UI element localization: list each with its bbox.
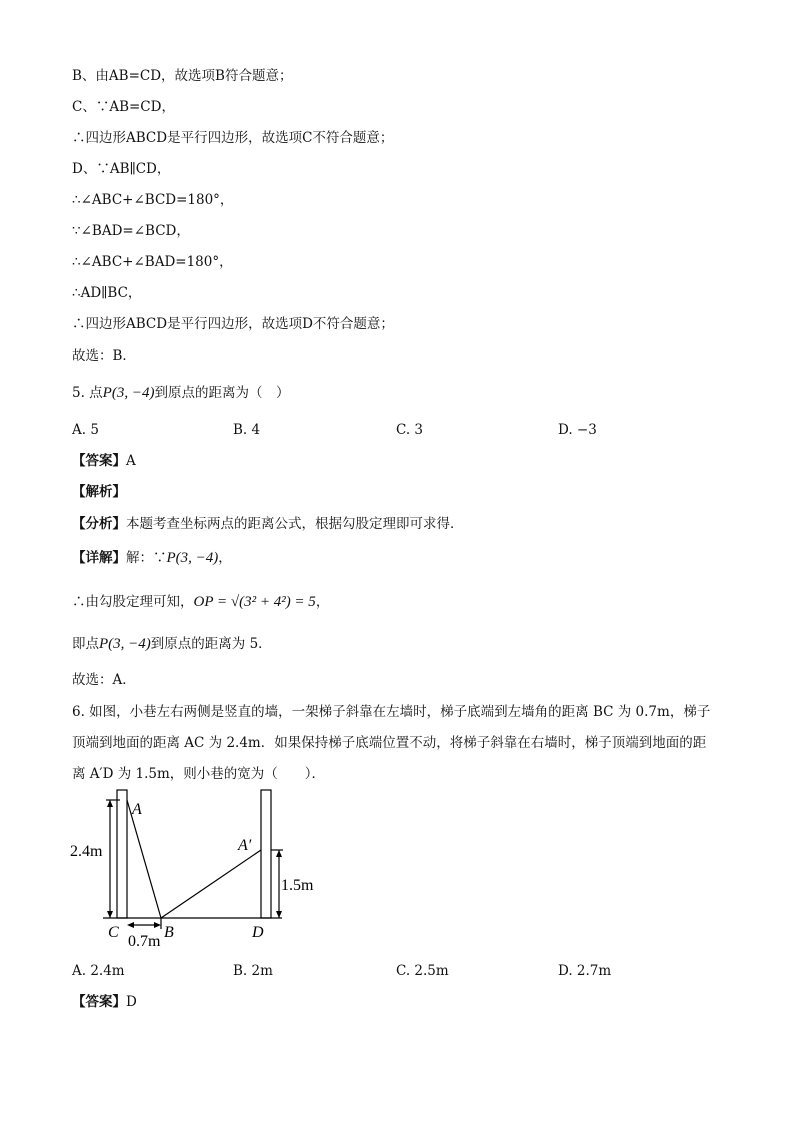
analysis-tag: 【解析】 bbox=[72, 484, 126, 500]
label-1-5m: 1.5m bbox=[281, 877, 314, 894]
question-6-answer bbox=[72, 992, 137, 1012]
question-5-option-d: D. −3 bbox=[558, 422, 597, 438]
ladder-figure bbox=[66, 786, 336, 950]
question-5-option-b: B. 4 bbox=[233, 422, 261, 438]
question-5-answer bbox=[72, 451, 136, 471]
label-2-4m: 2.4m bbox=[70, 843, 103, 860]
question-5-conclusion bbox=[72, 634, 272, 654]
solution-line-2: C、∵AB=CD， bbox=[72, 99, 175, 115]
pyth-formula: OP = √(3² + 4²) = 5 bbox=[193, 594, 316, 610]
xiangjie-point: P(3, −4) bbox=[166, 550, 219, 566]
solution-line-1: B、由AB=CD，故选项B符合题意； bbox=[72, 68, 293, 84]
ladder-right bbox=[161, 850, 261, 918]
question-5-fenxi bbox=[72, 514, 464, 534]
label-A-prime: A′ bbox=[238, 837, 252, 854]
question-5-point: P(3, −4) bbox=[102, 385, 155, 401]
right-wall bbox=[261, 790, 271, 918]
answer-value-6: D bbox=[126, 994, 137, 1010]
solution-line-3: ∴四边形ABCD是平行四边形，故选项C不符合题意； bbox=[72, 130, 394, 146]
question-5-option-a: A. 5 bbox=[72, 422, 99, 438]
solution-line-4: D、∵AB∥CD， bbox=[72, 161, 171, 177]
question-5-stem bbox=[72, 383, 289, 403]
question-5-prefix: 5. 点 bbox=[72, 385, 103, 401]
pyth-suffix: ， bbox=[315, 594, 330, 610]
fenxi-tag: 【分析】 bbox=[72, 516, 126, 532]
label-C: C bbox=[108, 924, 119, 941]
answer-value: A bbox=[126, 453, 136, 469]
solution-line-7: ∴∠ABC+∠BAD=180°， bbox=[72, 254, 233, 270]
question-5-suffix: 到原点的距离为（ ） bbox=[154, 385, 290, 401]
conclusion-prefix: 即点 bbox=[72, 636, 99, 652]
question-6-stem-2: 顶端到地面的距离 AC 为 2.4m．如果保持梯子底端位置不动，将梯子斜靠在右墙时，梯子顶端到地面的距 bbox=[72, 735, 707, 751]
label-D: D bbox=[252, 924, 264, 941]
label-B: B bbox=[164, 924, 174, 941]
question-5-xiangjie bbox=[72, 548, 232, 568]
pyth-prefix: ∴由勾股定理可知， bbox=[72, 594, 194, 610]
left-wall bbox=[117, 790, 127, 918]
question-6-stem-1: 6. 如图，小巷左右两侧是竖直的墙，一架梯子斜靠在左墙时，梯子底端到左墙角的距离 BC 为 0.7m，梯子 bbox=[72, 704, 711, 720]
question-6-option-b: B. 2m bbox=[233, 963, 273, 979]
question-6-option-c: C. 2.5m bbox=[396, 963, 449, 979]
answer-tag: 【答案】 bbox=[72, 453, 126, 469]
conclusion-suffix: 到原点的距离为 5． bbox=[150, 636, 272, 652]
question-6-option-a: A. 2.4m bbox=[72, 963, 125, 979]
solution-line-9: ∴四边形ABCD是平行四边形，故选项D不符合题意； bbox=[72, 316, 394, 332]
question-5-option-c: C. 3 bbox=[396, 422, 424, 438]
solution-line-10: 故选：B． bbox=[72, 348, 136, 364]
label-A: A bbox=[132, 801, 142, 818]
label-0-7m: 0.7m bbox=[128, 933, 161, 950]
conclusion-point: P(3, −4) bbox=[99, 636, 151, 652]
xiangjie-tag: 【详解】 bbox=[72, 550, 126, 566]
question-6-stem-3: 离 A′D 为 1.5m，则小巷的宽为（ ）． bbox=[72, 766, 326, 782]
question-5-choose: 故选：A． bbox=[72, 672, 136, 688]
question-6-option-d: D. 2.7m bbox=[558, 963, 612, 979]
xiangjie-suffix: ， bbox=[218, 550, 232, 566]
solution-line-6: ∵∠BAD=∠BCD， bbox=[72, 223, 190, 239]
xiangjie-prefix: 解：∵ bbox=[126, 550, 167, 566]
solution-line-8: ∴AD∥BC， bbox=[72, 285, 142, 301]
solution-line-5: ∴∠ABC+∠BCD=180°， bbox=[72, 192, 234, 208]
answer-tag-6: 【答案】 bbox=[72, 994, 126, 1010]
question-5-pythagoras bbox=[72, 592, 329, 612]
fenxi-text: 本题考查坐标两点的距离公式，根据勾股定理即可求得． bbox=[126, 516, 464, 532]
